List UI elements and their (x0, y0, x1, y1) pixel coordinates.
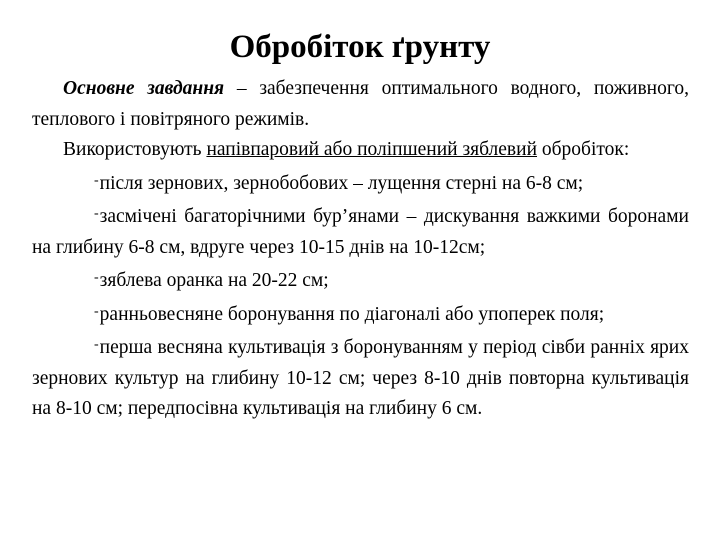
usage-lead: Використовують (63, 139, 207, 160)
dash-marker: - (94, 270, 99, 285)
usage-paragraph (32, 135, 689, 166)
intro-text: – забезпечення оптимального водного, поживного, теплового і повітряного режимів. (32, 78, 689, 130)
usage-tail: обробіток: (537, 139, 630, 160)
dash-marker: - (94, 206, 99, 221)
dash-marker: - (94, 172, 99, 188)
list-item (32, 166, 689, 200)
list-item (32, 199, 689, 263)
intro-term: Основне завдання (63, 78, 225, 99)
slide-title: Обробіток ґрунту (229, 29, 491, 65)
list-item-text: перша весняна культивація з боронуванням у період сівби ранніх ярих зернових культур на глибину 10-12 см; через 8-10 днів повторна культивація на 8-10 см; передпосівна культивація на глибину 6 см. (32, 337, 689, 419)
list-item (32, 263, 689, 297)
intro-paragraph (32, 74, 689, 135)
list-item (32, 330, 689, 425)
usage-underlined: напівпаровий або поліпшений зяблевий (206, 139, 538, 160)
list-item-text: ранньовесняне боронування по діагоналі або упоперек поля; (99, 303, 605, 325)
dash-marker: - (94, 337, 99, 352)
slide-body (32, 74, 689, 425)
list-item (32, 297, 689, 331)
list-item-text: після зернових, зернобобових – лущення стерні на 6-8 см; (99, 172, 584, 194)
list-item-text: зяблева оранка на 20-22 см; (99, 270, 329, 291)
list-item-text: засмічені багаторічними бур’янами – дискування важкими боронами на глибину 6-8 см, вдруге через 10-15 днів на 10-12см; (32, 206, 689, 258)
dash-marker: - (94, 303, 99, 319)
